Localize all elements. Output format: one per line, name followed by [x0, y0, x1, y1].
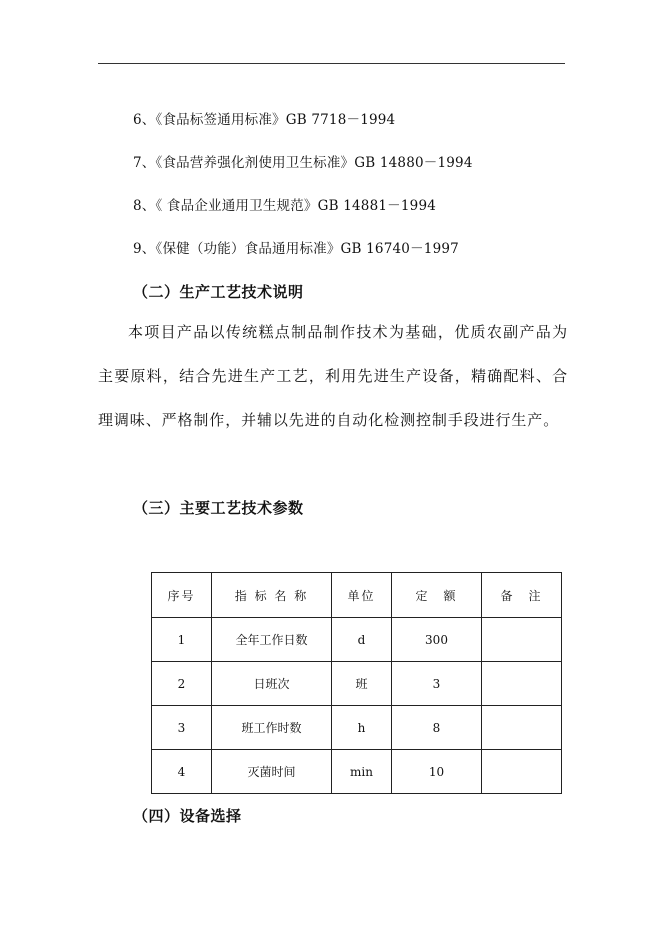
cell-remarks — [482, 750, 562, 794]
cell-indicator-name: 班工作时数 — [212, 706, 332, 750]
section-heading-equipment: （四）设备选择 — [133, 807, 242, 825]
cell-quota: 3 — [392, 662, 482, 706]
page-header-rule — [98, 63, 565, 64]
cell-indicator-name: 日班次 — [212, 662, 332, 706]
standard-item-7: 7、《食品营养强化剂使用卫生标准》GB 14880－1994 — [133, 155, 473, 171]
cell-unit: h — [332, 706, 392, 750]
cell-unit: 班 — [332, 662, 392, 706]
column-header-unit: 单位 — [332, 573, 392, 618]
column-header-indicator-name: 指 标 名 称 — [212, 573, 332, 618]
cell-unit: min — [332, 750, 392, 794]
cell-index: 2 — [152, 662, 212, 706]
cell-indicator-name: 全年工作日数 — [212, 618, 332, 662]
cell-remarks — [482, 662, 562, 706]
table-row — [152, 618, 562, 662]
column-header-index: 序号 — [152, 573, 212, 618]
cell-indicator-name: 灭菌时间 — [212, 750, 332, 794]
cell-unit: d — [332, 618, 392, 662]
column-header-remarks: 备 注 — [482, 573, 562, 618]
cell-index: 3 — [152, 706, 212, 750]
cell-remarks — [482, 706, 562, 750]
section-heading-parameters: （三）主要工艺技术参数 — [133, 499, 304, 517]
process-description-paragraph: 本项目产品以传统糕点制品制作技术为基础，优质农副产品为主要原料，结合先进生产工艺，利用先进生产设备，精确配料、合理调味、严格制作，并辅以先进的自动化检测控制手段进行生产。 — [98, 323, 568, 429]
cell-remarks — [482, 618, 562, 662]
cell-index: 4 — [152, 750, 212, 794]
cell-quota: 10 — [392, 750, 482, 794]
standard-item-9: 9、《保健（功能）食品通用标准》GB 16740－1997 — [133, 241, 459, 257]
table-row — [152, 750, 562, 794]
table-row — [152, 706, 562, 750]
section-heading-process: （二）生产工艺技术说明 — [133, 283, 304, 301]
cell-quota: 8 — [392, 706, 482, 750]
column-header-quota: 定 额 — [392, 573, 482, 618]
standard-item-8: 8、《 食品企业通用卫生规范》GB 14881－1994 — [133, 198, 437, 214]
cell-index: 1 — [152, 618, 212, 662]
process-parameters-table — [151, 572, 562, 794]
standard-item-6: 6、《食品标签通用标准》GB 7718－1994 — [133, 112, 396, 128]
table-header-row — [152, 573, 562, 618]
cell-quota: 300 — [392, 618, 482, 662]
table-row — [152, 662, 562, 706]
